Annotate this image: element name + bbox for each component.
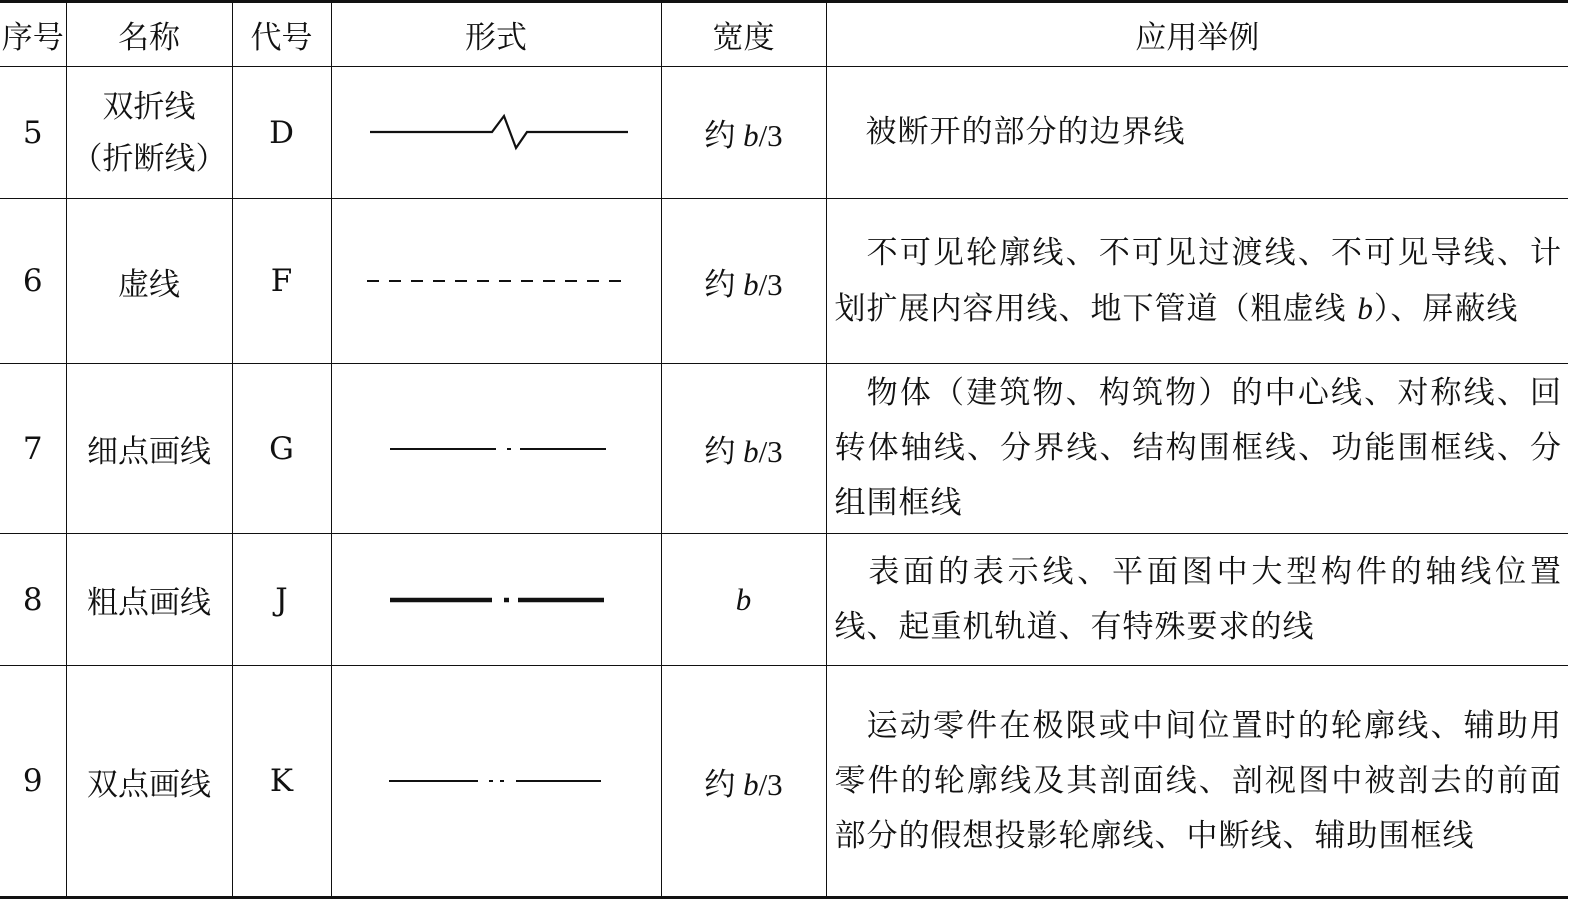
width-suffix: /3 bbox=[758, 118, 783, 153]
serial-no: 7 bbox=[0, 364, 66, 534]
header-form: 形式 bbox=[331, 2, 661, 67]
application-example bbox=[826, 67, 1568, 199]
table-row bbox=[0, 67, 1568, 199]
header-code: 代号 bbox=[232, 2, 331, 67]
width-prefix: 约 bbox=[704, 434, 744, 469]
example-text-end: ）、屏蔽线 bbox=[1373, 290, 1519, 327]
table-row bbox=[0, 666, 1568, 898]
line-code: K bbox=[232, 666, 331, 898]
width-prefix: 约 bbox=[704, 266, 744, 302]
serial-no: 5 bbox=[0, 67, 66, 199]
line-width bbox=[661, 364, 826, 534]
header-row bbox=[0, 2, 1568, 67]
example-text: 表面的表示线、平面图中大型构件的轴线位置线、起重机轨道、有特殊要求的线 bbox=[834, 553, 1562, 645]
example-text: 物体（建筑物、构筑物）的中心线、对称线、回转体轴线、分界线、结构围框线、功能围框线、分组围框线 bbox=[834, 375, 1562, 521]
header-name: 名称 bbox=[66, 2, 232, 67]
width-prefix: 约 bbox=[704, 766, 744, 802]
line-name: 双点画线 bbox=[66, 666, 232, 898]
width-suffix: /3 bbox=[758, 266, 783, 302]
width-var: b bbox=[743, 266, 759, 302]
width-var: b bbox=[743, 766, 759, 802]
example-text: 不可见轮廓线、不可见过渡线、不可见导线、计划扩展内容用线、地下管道（粗虚线 bbox=[834, 234, 1562, 327]
thick-dot-dash-line-sample bbox=[332, 590, 662, 610]
table-row bbox=[0, 364, 1568, 534]
width-var: b bbox=[735, 581, 752, 617]
application-example bbox=[826, 534, 1568, 666]
width-suffix: /3 bbox=[758, 766, 783, 802]
example-var: b bbox=[1357, 290, 1374, 326]
line-name-text: 双折线 bbox=[102, 88, 196, 125]
serial-no: 8 bbox=[0, 534, 66, 666]
line-name: 虚线 bbox=[66, 199, 232, 364]
serial-no: 9 bbox=[0, 666, 66, 898]
line-name: 粗点画线 bbox=[66, 534, 232, 666]
line-name-alt: （折断线） bbox=[71, 140, 227, 177]
example-text: 运动零件在极限或中间位置时的轮廓线、辅助用零件的轮廓线及其剖面线、剖视图中被剖去的前面部分的假想投影轮廓线、中断线、辅助围框线 bbox=[834, 707, 1562, 854]
table-row bbox=[0, 199, 1568, 364]
line-form bbox=[331, 364, 661, 534]
line-code: D bbox=[232, 67, 331, 199]
line-width bbox=[661, 67, 826, 199]
line-width bbox=[661, 534, 826, 666]
line-form bbox=[331, 534, 661, 666]
application-example bbox=[826, 364, 1568, 534]
line-name bbox=[66, 67, 232, 199]
width-var: b bbox=[743, 118, 759, 153]
line-form bbox=[331, 666, 661, 898]
line-width bbox=[661, 666, 826, 898]
line-code: G bbox=[232, 364, 331, 534]
application-example bbox=[826, 666, 1568, 898]
line-form bbox=[331, 199, 661, 364]
dashed-line-sample bbox=[332, 271, 662, 291]
line-name: 细点画线 bbox=[66, 364, 232, 534]
header-application: 应用举例 bbox=[826, 2, 1568, 67]
application-example bbox=[826, 199, 1568, 364]
header-serial-no: 序号 bbox=[0, 2, 66, 67]
width-suffix: /3 bbox=[758, 434, 783, 469]
line-code: F bbox=[232, 199, 331, 364]
line-width bbox=[661, 199, 826, 364]
line-form bbox=[331, 67, 661, 199]
line-code: J bbox=[232, 534, 331, 666]
header-width: 宽度 bbox=[661, 2, 826, 67]
table-row bbox=[0, 534, 1568, 666]
width-prefix: 约 bbox=[704, 118, 744, 153]
width-var: b bbox=[743, 434, 759, 469]
serial-no: 6 bbox=[0, 199, 66, 364]
double-dot-dash-line-sample bbox=[332, 771, 662, 791]
break-line-sample bbox=[332, 113, 662, 153]
thin-dot-dash-line-sample bbox=[332, 439, 662, 459]
example-text: 被断开的部分的边界线 bbox=[865, 114, 1186, 150]
